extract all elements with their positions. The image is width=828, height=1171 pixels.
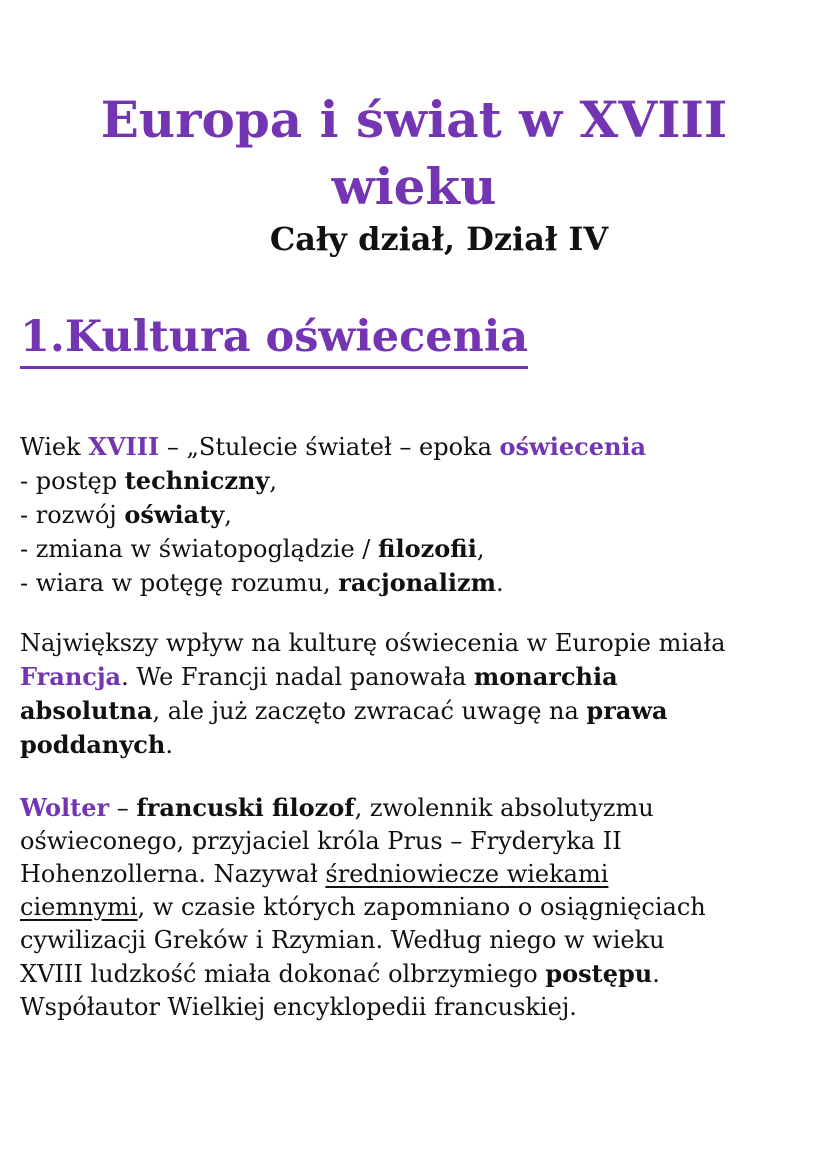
underlined-term: średniowiecze wiekami (325, 860, 609, 888)
text-line (20, 891, 820, 924)
bold-term: francuski filozof (136, 793, 355, 822)
text-run: Hohenzollerna. Nazywał (20, 860, 326, 888)
text-run: , ale już zaczęto zwracać uwagę na (152, 697, 587, 725)
highlight-term: XVIII (88, 432, 160, 461)
text-run: , (476, 535, 485, 563)
text-line: Największy wpływ na kulturę oświecenia w Europie miała (20, 629, 726, 657)
bold-term: postępu (545, 959, 653, 988)
list-item (20, 532, 820, 566)
page-subtitle: Cały dział, Dział IV (269, 220, 609, 258)
text-line (20, 694, 820, 728)
text-line (20, 660, 820, 694)
bold-term: absolutna (20, 696, 153, 725)
text-line (20, 957, 820, 991)
highlight-term: Francja (20, 662, 122, 691)
text-line: Współautor Wielkiej encyklopedii francuskiej. (20, 993, 577, 1021)
bold-term: techniczny (124, 466, 270, 495)
paragraph-voltaire (20, 791, 820, 1024)
text-run: - zmiana w światopoglądzie / (20, 535, 379, 563)
section-heading: 1.Kultura oświecenia (20, 308, 528, 369)
bold-term: poddanych (20, 730, 166, 759)
text-run: XVIII ludzkość miała dokonać olbrzymiego (20, 960, 546, 988)
text-run: , w czasie których zapomniano o osiągnięciach (137, 893, 706, 921)
text-run: , (224, 501, 232, 529)
text-run: - wiara w potęgę rozumu, (20, 569, 339, 597)
list-item (20, 498, 820, 532)
text-line (20, 791, 820, 825)
text-line (20, 430, 820, 464)
text-run: - rozwój (20, 501, 125, 529)
highlight-term: oświecenia (499, 432, 647, 461)
bold-term: oświaty (124, 500, 225, 529)
text-line (20, 728, 820, 762)
text-run: . (495, 569, 504, 597)
text-line: oświeconego, przyjaciel króla Prus – Fryderyka II (20, 827, 622, 855)
paragraph-enlightenment-intro (20, 430, 820, 600)
list-item (20, 566, 820, 600)
underlined-term: ciemnymi (20, 893, 138, 921)
bold-term: monarchia (473, 662, 618, 691)
page-title-line-2: wieku (331, 157, 497, 216)
text-run: , zwolennik absolutyzmu (354, 794, 654, 822)
highlight-term: Wolter (20, 793, 110, 822)
text-run: , (269, 467, 277, 495)
bold-term: racjonalizm (338, 568, 496, 597)
text-run: . (652, 960, 660, 988)
bold-term: prawa (586, 696, 668, 725)
text-run: – „Stulecie świateł – epoka (159, 433, 500, 461)
text-run: Wiek (20, 433, 89, 461)
text-line: cywilizacji Greków i Rzymian. Według niego w wieku (20, 926, 665, 954)
bold-term: filozofii (378, 534, 477, 563)
text-run: . (165, 731, 173, 759)
text-line (20, 858, 820, 891)
list-item (20, 464, 820, 498)
text-run: . We Francji nadal panowała (121, 663, 474, 691)
text-run: - postęp (20, 467, 125, 495)
page-title-line-1: Europa i świat w XVIII (100, 90, 728, 149)
paragraph-france-influence (20, 627, 820, 762)
text-run: – (109, 794, 137, 822)
